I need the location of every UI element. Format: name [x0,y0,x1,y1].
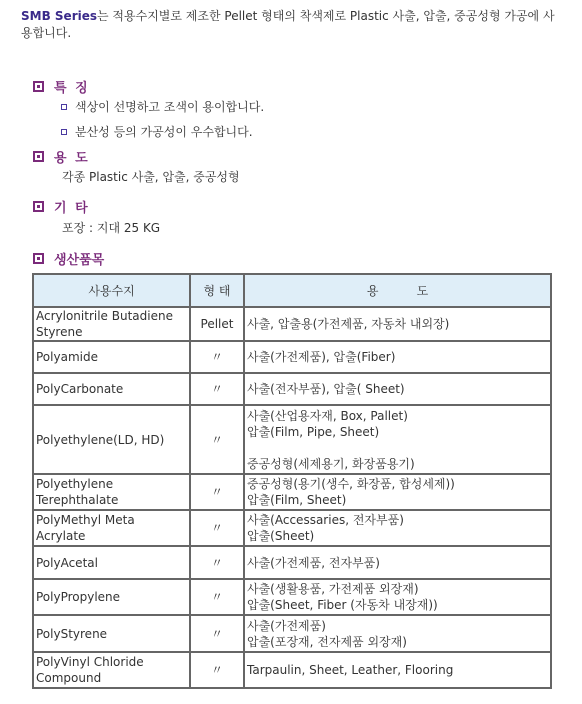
resin-cell: Acrylonitrile Butadiene Styrene [33,307,190,341]
table-row [33,341,551,373]
series-name: SMB Series [21,9,98,23]
usage-cell [244,652,551,688]
usage-cell [244,579,551,615]
header-usage: 용 도 [244,274,551,307]
form-cell: 〃 [190,652,244,688]
table-row [33,405,551,474]
usage-line: 중공성형(용기(생수, 화장품, 합성세제)) [247,477,455,491]
resin-cell: PolyAcetal [33,546,190,579]
resin-cell: PolyStyrene [33,615,190,652]
usage-cell [244,474,551,510]
usage-line: 압출(Film, Pipe, Sheet) [247,424,380,439]
feature-item [61,123,253,140]
form-cell: 〃 [190,405,244,474]
section-features-header [33,77,90,95]
header-resin: 사용수지 [33,274,190,307]
square-bullet-icon [33,253,44,264]
section-title-features: 특 징 [54,80,90,96]
table-header-row [33,274,551,307]
section-title-usage: 용 도 [54,150,90,166]
form-cell: 〃 [190,615,244,652]
resin-cell: PolyCarbonate [33,373,190,405]
table-row [33,373,551,405]
usage-line: 압출(Sheet) [247,529,315,543]
table-row [33,510,551,546]
table-row [33,615,551,652]
products-table [32,273,552,689]
usage-line: 사출, 압출용(가전제품, 자동차 내외장) [247,317,450,331]
etc-text: 포장 : 지대 25 KG [62,221,161,235]
resin-cell: PolyPropylene [33,579,190,615]
table-row [33,474,551,510]
usage-cell [244,405,551,474]
form-cell: 〃 [190,579,244,615]
feature-item-text: 분산성 등의 가공성이 우수합니다. [75,125,253,139]
section-products-header [33,249,104,267]
usage-line: 사출(가전제품) [247,618,326,633]
usage-line: 사출(생활용품, 가전제품 외장재) [247,582,419,596]
header-form: 형 태 [190,274,244,307]
usage-line: 사출(가전제품, 전자부품) [247,555,380,570]
usage-line: 중공성형(세제용기, 화장품용기) [247,456,415,471]
usage-cell [244,546,551,579]
usage-text: 각종 Plastic 사출, 압출, 중공성형 [62,170,240,184]
form-cell: 〃 [190,510,244,546]
table-row [33,307,551,341]
resin-cell: PolyMethyl Meta Acrylate [33,510,190,546]
usage-line: 압출(Film, Sheet) [247,493,347,507]
form-cell: 〃 [190,546,244,579]
small-square-bullet-icon [61,129,67,135]
usage-line: 사출(산업용자재, Box, Pallet) [247,408,408,423]
table-row [33,652,551,688]
usage-line: 압출(포장재, 전자제품 외장재) [247,634,407,649]
section-title-products: 생산품목 [54,252,105,268]
usage-line: 압출(Sheet, Fiber (자동차 내장재)) [247,598,438,612]
form-cell: 〃 [190,373,244,405]
resin-cell: Polyethylene(LD, HD) [33,405,190,474]
section-title-etc: 기 타 [54,200,90,216]
usage-cell [244,373,551,405]
form-cell: Pellet [190,307,244,341]
usage-cell [244,341,551,373]
usage-line [247,440,548,456]
usage-cell [244,510,551,546]
feature-item [61,98,264,115]
form-cell: 〃 [190,474,244,510]
section-usage-header [33,147,90,165]
feature-item-text: 색상이 선명하고 조색이 용이합니다. [75,100,265,114]
square-bullet-icon [33,81,44,92]
usage-line: 사출(Accessaries, 전자부품) [247,513,404,527]
usage-line: Tarpaulin, Sheet, Leather, Flooring [247,663,454,677]
form-cell: 〃 [190,341,244,373]
usage-cell [244,615,551,652]
resin-cell: Polyamide [33,341,190,373]
small-square-bullet-icon [61,104,67,110]
usage-cell [244,307,551,341]
intro-paragraph [21,8,566,42]
square-bullet-icon [33,151,44,162]
usage-line: 사출(가전제품), 압출(Fiber) [247,350,396,364]
section-etc-header [33,197,90,215]
usage-line: 사출(전자부품), 압출( Sheet) [247,382,405,396]
intro-text: 는 적용수지별로 제조한 Pellet 형태의 착색제로 Plastic 사출, 압출, 중공성형 가공에 사용합니다. [21,9,555,40]
resin-cell: PolyVinyl Chloride Compound [33,652,190,688]
resin-cell: Polyethylene Terephthalate [33,474,190,510]
table-row [33,579,551,615]
table-row [33,546,551,579]
square-bullet-icon [33,201,44,212]
